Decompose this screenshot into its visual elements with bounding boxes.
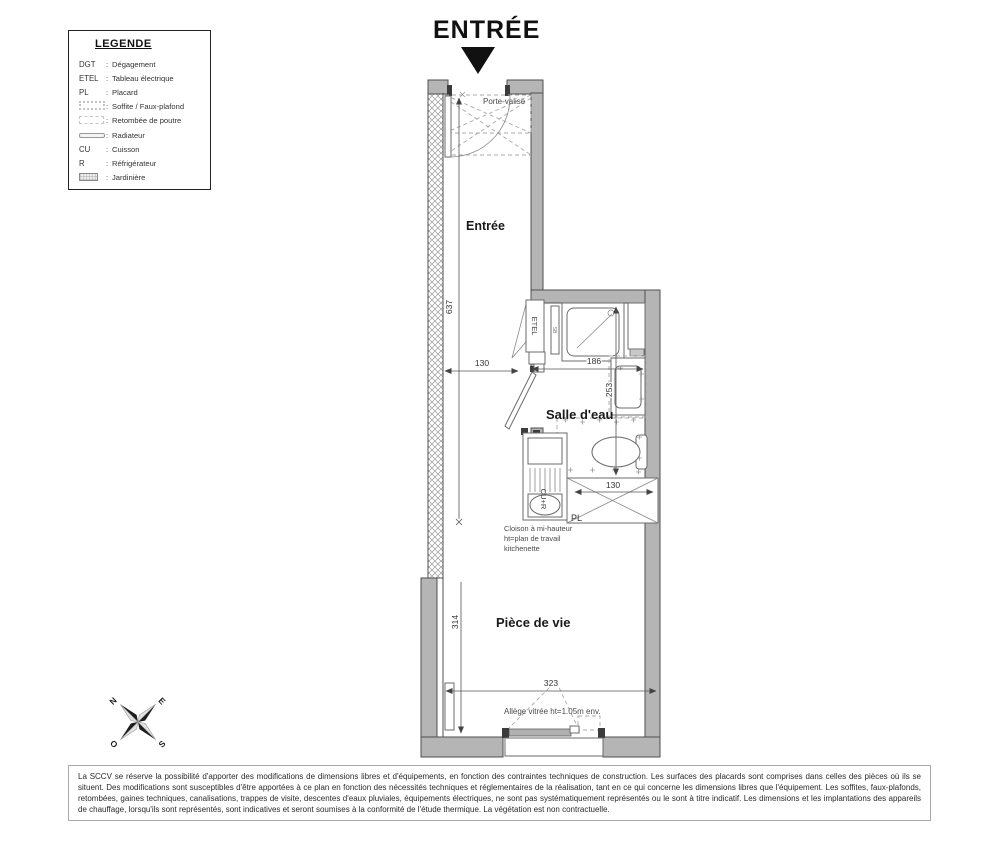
- porte-valise-label: Porte-valise: [483, 97, 526, 106]
- dim-living-width: 323: [543, 678, 559, 688]
- entrance-title: ENTRÉE: [433, 16, 541, 44]
- room-label-entree: Entrée: [466, 219, 505, 233]
- window: [502, 681, 605, 756]
- toilet: [592, 435, 647, 469]
- compass-east: E: [156, 695, 168, 707]
- legend-key: R: [79, 158, 85, 168]
- compass-rose: [107, 695, 167, 750]
- dim-living-length: 314: [450, 614, 460, 630]
- partition-note: [504, 524, 573, 553]
- etel-label: ETEL: [530, 316, 539, 336]
- shower: [551, 303, 624, 361]
- compass-west: O: [108, 738, 120, 750]
- legend-key: ETEL: [79, 73, 99, 83]
- electrical-panel: [512, 300, 545, 372]
- dim-bathroom-width: 186: [586, 356, 602, 366]
- closet-label: PL: [571, 513, 583, 523]
- room-label-salle-deau: Salle d'eau: [546, 407, 614, 422]
- living-radiator: [445, 683, 454, 730]
- dim-closet-width: 130: [605, 480, 621, 490]
- legend-key: DGT: [79, 59, 96, 69]
- legend-item-planter: : Jardinière: [79, 171, 202, 185]
- window-sill-label: Allège vitrée ht=1.05m env.: [504, 707, 601, 716]
- towel-radiator: [630, 349, 644, 356]
- legend-item-radiator: : Radiateur: [79, 128, 202, 142]
- legend-item-dgt: DGT : Dégagement: [79, 59, 156, 69]
- legend-item-pl: PL : Placard: [79, 87, 138, 97]
- party-wall: [428, 93, 443, 578]
- legend-item-etel: ETEL : Tableau électrique: [79, 73, 174, 83]
- disclaimer-text: La SCCV se réserve la possibilité d'apporter des modifications de dimensions libres et d'équipements, en fonction des contraintes techniques de construction. Les surfaces des placards sont comprises dans celles des pièces où ils se situent. Des modifications sont susceptibles d'être apportées à ce plan en fonction des nécessités techniques et réglementaires de la réalisation, tant en ce qui concerne les dimensions libres que l'équipement. Les soffites, faux-plafonds, retombées, gaines techniques, canalisations, trappes de visite, descentes d'eaux pluviales, équipements électriques, ne sont pas systématiquement représentés ou le sont à titre indicatif. Les dimensions et les implantations des appareils de chauffage, lorsqu'ils sont représentés, sont indicatives et seront soumises à la conformité de l'étude thermique. La végétation est non contractuelle.: [68, 765, 931, 821]
- legend-key: CU: [79, 144, 91, 154]
- legend-item-r: R : Réfrigérateur: [79, 158, 157, 168]
- dim-entry-width: 130: [474, 358, 490, 368]
- legend-title: LEGENDE: [95, 38, 152, 50]
- closet: [567, 478, 658, 523]
- compass-south: S: [156, 738, 168, 750]
- svg-text:Cloison à mi-hauteur: Cloison à mi-hauteur: [504, 524, 573, 533]
- bathroom-door: [505, 372, 536, 429]
- kitchen-label: CU+R: [539, 488, 548, 510]
- walls: [421, 80, 660, 757]
- svg-text:kitchenette: kitchenette: [504, 544, 540, 553]
- planter-box: [505, 738, 603, 756]
- room-label-piece-de-vie: Pièce de vie: [496, 615, 571, 630]
- legend-key: PL: [79, 87, 89, 97]
- bathroom-cabinet: [628, 303, 645, 356]
- washbasin: [609, 356, 646, 417]
- kitchenette: [521, 428, 567, 520]
- legend-item-beam: : Retombée de poutre: [79, 114, 202, 128]
- compass-north: N: [107, 695, 119, 707]
- svg-text:ht=plan de travail: ht=plan de travail: [504, 534, 561, 543]
- dim-bathroom-depth: 253: [604, 382, 614, 398]
- legend-item-soffite: : Soffite / Faux-plafond: [79, 100, 202, 114]
- shower-screen-label: SB: [551, 326, 557, 334]
- dim-entry-length: 637: [444, 299, 454, 315]
- legend-item-cu: CU : Cuisson: [79, 144, 140, 154]
